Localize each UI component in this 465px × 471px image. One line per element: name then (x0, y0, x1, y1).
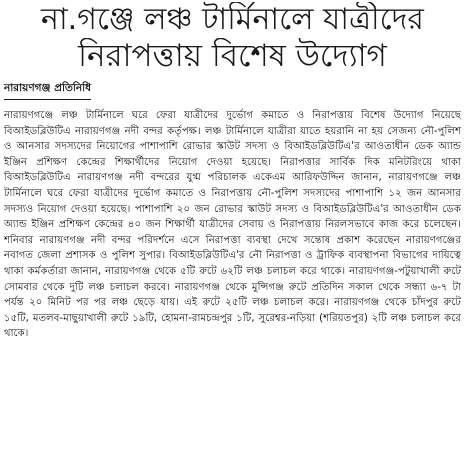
article-byline: নারায়ণগঞ্জ প্রতিনিধি (4, 81, 91, 100)
headline-line-1: না.গঞ্জে লঞ্চ টার্মিনালে যাত্রীদের (41, 2, 424, 37)
headline-line-2: নিরাপত্তায় বিশেষ উদ্যোগ (78, 38, 387, 75)
article-body: নারায়ণগঞ্জে লঞ্চ টার্মিনালে ঘরে ফেরা যাত্রীদের দুর্ভোগ কমাতে ও নিরাপত্তায় বিশেষ উদ্যোগ নিয়েছে বিআইডব্লিউটিএ নারায়ণগঞ্জ নদী বন্দর কর্তৃপক্ষ। লঞ্চ টার্মিনালে যাত্রীরা যাতে হয়রানি না হয় সেজন্য নৌ-পুলিশ ও আনসার সদস্যদের নিয়োগের পাশাপাশি রোভার স্কাউট সদস্য ও বিআইডব্লিউটিএ'র আওতাধীন ডেক অ্যান্ড ইঞ্জিন প্রশিক্ষণ কেন্দ্রের শিক্ষার্থীদের নিয়োগ দেওয়া হয়েছে। নিরাপত্তার সার্বিক দিক মনিটরিংয়ে থাকা বিআইডব্লিউটিএ নারায়ণগঞ্জ নদী বন্দরের যুগ্ম পরিচালক একেএম আরিফউদ্দিন জানান, নারায়ণগঞ্জে লঞ্চ টার্মিনালে ঘরে ফেরা যাত্রীদের দুর্ভোগ কমাতে ও নিরাপত্তায় নৌ-পুলিশ সদস্যদের পাশাপাশি ১২ জন আনসার সদস্যও নিয়োগ দেওয়া হয়েছে। পাশাপাশি ২০ জন রোভার স্কাউট সদস্য ও বিআইডব্লিউটিএ'র আওতাধীন ডেক অ্যান্ড ইঞ্জিন প্রশিক্ষণ কেন্দ্রের ৪০ জন শিক্ষার্থী যাত্রীদের সেবায় ও নিরাপত্তায় নিরলসভাবে কাজ করে চলেছেন। শনিবার নারায়ণগঞ্জ নদী বন্দর পরিদর্শনে এসে নিরাপত্তা ব্যবস্থা দেখে সন্তোষ প্রকাশ করেছেন নারায়ণগঞ্জের নবাগত জেলা প্রশাসক ও পুলিশ সুপার। বিআইডব্লিউটিএ'র নৌ নিরাপত্তা ও ট্রাফিক ব্যবস্থাপনা বিভাগের দায়িত্বে থাকা কর্মকর্তারা জানান, নারায়ণগঞ্জ থেকে ৫টি রুটে ৬২টি লঞ্চ চলাচল করে থাকে। নারায়ণগঞ্জ-পটুয়াখালী রুটে সোমবার থেকে দুটি লঞ্চ চলাচল করবে। নারায়ণগঞ্জ থেকে মুন্সিগঞ্জ রুটে প্রতিদিন সকাল থেকে সন্ধ্যা ৬-৭ টা পর্যন্ত ২০ মিনিট পর পর লঞ্চ ছেড়ে যায়। এই রুটে ২৫টি লঞ্চ চলাচল করে। নারায়ণগঞ্জ থেকে চাঁদপুর রুটে ১৫টি, মতলব-মাছুয়াখালী রুটে ১৯টি, হোমনা-রামচন্দ্রপুর ১টি, সুরেশ্বর-নড়িয়া (শরিয়তপুর) ২টি লঞ্চ চলাচল করে থাকে। (4, 109, 461, 340)
article-headline (4, 2, 461, 75)
